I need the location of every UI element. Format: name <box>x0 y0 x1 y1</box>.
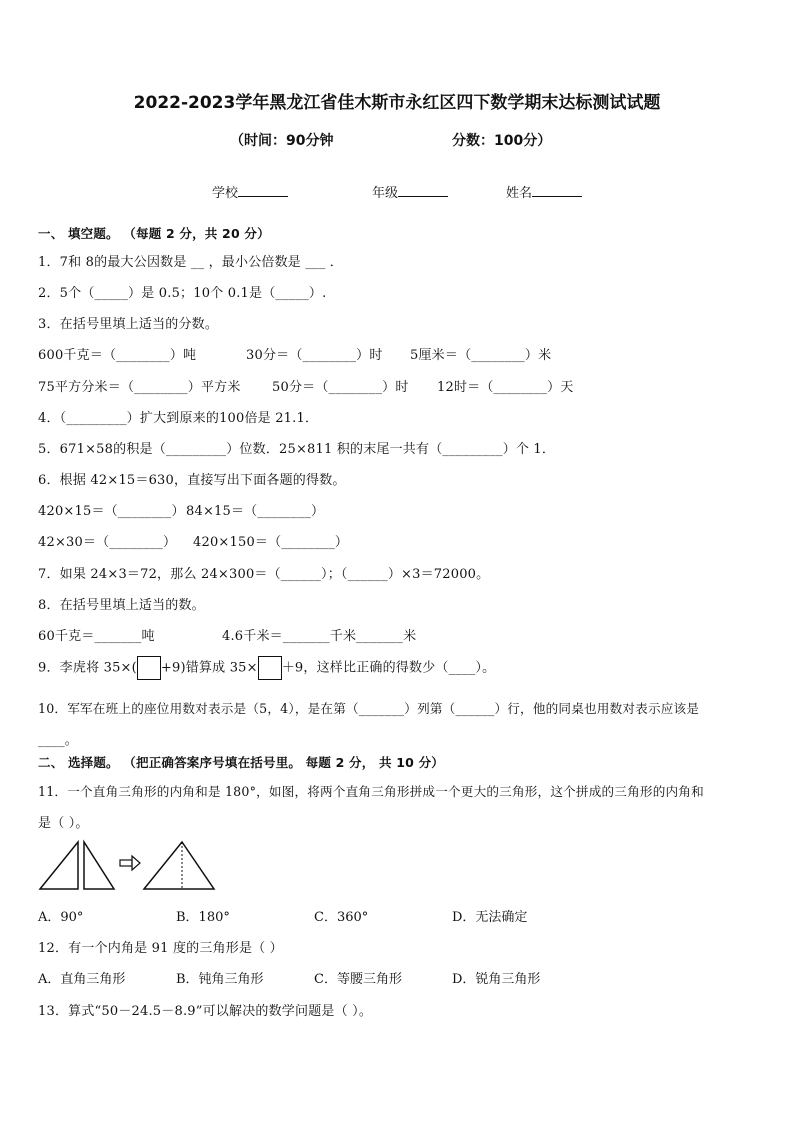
question-9-part3: ＋9，这样比正确的得数少（____）。 <box>281 660 496 676</box>
question-3-stem: 3．在括号里填上适当的分数。 <box>38 317 219 332</box>
question-6-item: 420×150＝（________） <box>193 535 349 550</box>
question-5: 5．671×58的积是（_________）位数．25×811 积的末尾一共有（_________）个 1． <box>38 442 556 457</box>
question-11-line2: 是（ ）。 <box>38 816 89 831</box>
question-8-item: 60千克＝_______吨 <box>38 629 155 644</box>
question-3-item: 12时＝（________）天 <box>437 380 574 395</box>
combined-triangle <box>144 842 214 889</box>
name-field[interactable] <box>506 182 582 201</box>
question-3-item: 30分＝（________）时 <box>246 348 383 363</box>
question-1: 1．7和 8的最大公因数是 __ ，最小公倍数是 ___ ． <box>38 255 343 270</box>
option-b[interactable]: B．180° <box>176 910 230 925</box>
question-10-line2: ____。 <box>38 733 78 748</box>
question-6-item: 420×15＝（________） <box>38 504 185 519</box>
option-a[interactable]: A．直角三角形 <box>38 972 126 987</box>
question-10-line1: 10．军军在班上的座位用数对表示是（5，4），是在第（_______）列第（______）行，他的同桌也用数对表示应该是 <box>38 701 700 716</box>
right-triangle-left <box>40 842 78 889</box>
question-3-item: 5厘米＝（________）米 <box>410 348 552 363</box>
question-3-item: 75平方分米＝（________）平方米 <box>38 380 241 395</box>
question-3-item: 50分＝（________）时 <box>272 380 409 395</box>
question-4: 4．（_________）扩大到原来的100倍是 21.1． <box>38 411 319 426</box>
grade-field[interactable] <box>372 182 448 201</box>
exam-time: （时间：90分钟 <box>230 133 334 149</box>
exam-score: 分数：100分） <box>452 133 552 149</box>
question-8-stem: 8．在括号里填上适当的数。 <box>38 598 205 613</box>
section-1-heading: 一、 填空题。 （每题 2 分，共 20 分） <box>38 226 270 241</box>
section-2-heading: 二、 选择题。 （把正确答案序号填在括号里。 每题 2 分， 共 10 分） <box>38 755 445 770</box>
answer-box[interactable] <box>137 656 161 680</box>
school-field[interactable] <box>212 182 288 201</box>
arrow-right-icon <box>120 856 140 870</box>
question-8-item: 4.6千米＝_______千米_______米 <box>222 629 417 644</box>
question-6-stem: 6．根据 42×15＝630，直接写出下面各题的得数。 <box>38 473 346 488</box>
school-label: 学校 <box>212 186 239 201</box>
option-a[interactable]: A．90° <box>38 910 84 925</box>
right-triangle-right <box>84 842 114 889</box>
question-9-part2: +9)错算成 35× <box>160 660 258 676</box>
name-label: 姓名 <box>506 186 533 201</box>
question-6-item: 84×15＝（________） <box>186 504 325 519</box>
option-c[interactable]: C．等腰三角形 <box>314 972 402 987</box>
question-12: 12．有一个内角是 91 度的三角形是（ ） <box>38 941 283 956</box>
school-blank <box>238 184 288 197</box>
triangle-figure <box>38 838 218 894</box>
question-2: 2．5个（_____）是 0.5；10个 0.1是（_____）. <box>38 286 327 301</box>
option-d[interactable]: D．无法确定 <box>452 910 528 925</box>
question-6-item: 42×30＝（________） <box>38 535 177 550</box>
option-d[interactable]: D．锐角三角形 <box>452 972 541 987</box>
question-3-item: 600千克＝（________）吨 <box>38 348 197 363</box>
option-c[interactable]: C．360° <box>314 910 369 925</box>
page-title: 2022-2023学年黑龙江省佳木斯市永红区四下数学期末达标测试试题 <box>133 93 661 113</box>
question-9-part1: 9．李虎将 35×( <box>38 660 137 676</box>
question-9 <box>38 656 495 680</box>
name-blank <box>532 184 582 197</box>
answer-box[interactable] <box>258 656 282 680</box>
question-7: 7．如果 24×3＝72，那么 24×300＝（______）；（______）×3＝72000。 <box>38 567 490 582</box>
grade-blank <box>398 184 448 197</box>
grade-label: 年级 <box>372 186 399 201</box>
question-13: 13．算式“50－24.5－8.9”可以解决的数学问题是（ ）。 <box>38 1004 373 1019</box>
question-11-line1: 11．一个直角三角形的内角和是 180°，如图，将两个直角三角形拼成一个更大的三角形，这个拼成的三角形的内角和 <box>38 784 704 799</box>
option-b[interactable]: B．钝角三角形 <box>176 972 264 987</box>
